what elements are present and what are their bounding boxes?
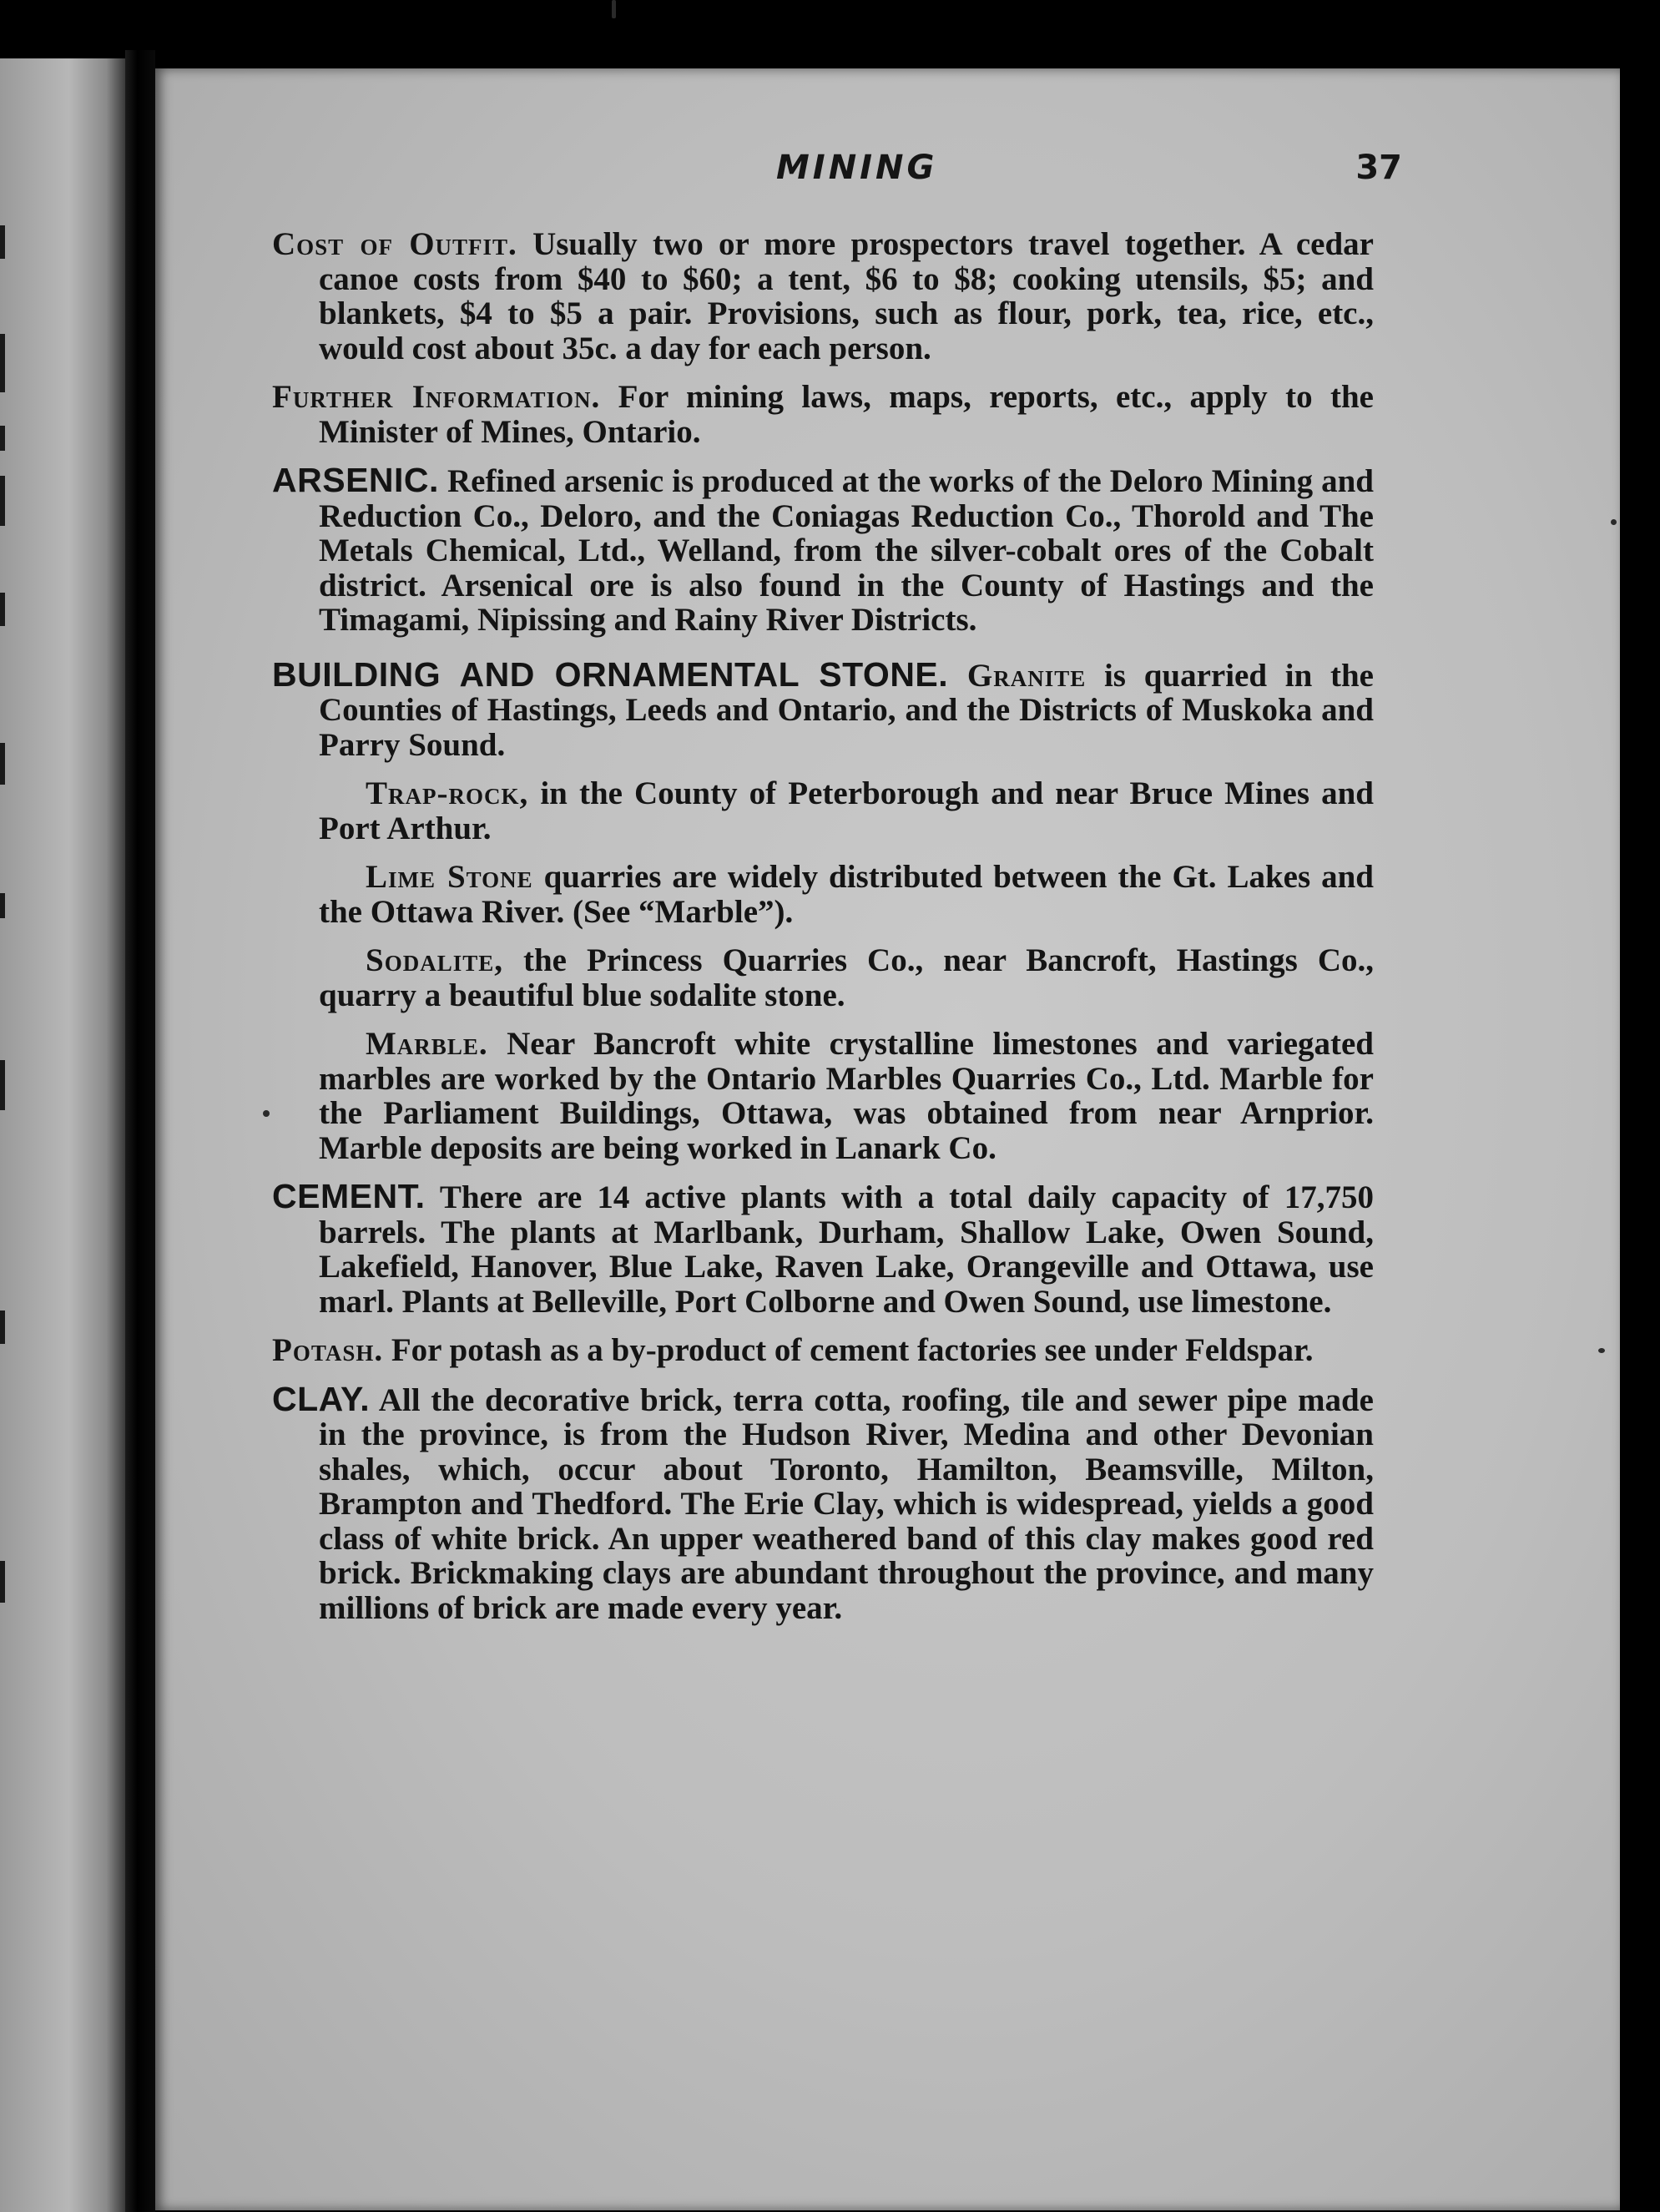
run-in-head: Lime Stone <box>366 859 533 895</box>
paragraph-cost-of-outfit <box>272 227 1374 366</box>
paragraph-text: quarries are widely distributed between the Gt. Lakes and the Ottawa River. (See “Marble”). <box>319 859 1374 930</box>
paragraph-text: All the decorative brick, terra cotta, roofing, tile and sewer pipe made in the province, is from the Hudson River, Medina and other Devonian shales, which, occur about Toronto, Hamilton, Beamsville, Milton, Brampton and Thedford. The Erie Clay, which is widespread, yields a good class of white brick. An upper weathered band of this clay makes good red brick. Brickmaking clays are abundant throughout the province, and many millions of brick are made every year. <box>319 1381 1374 1626</box>
paragraph-trap-rock <box>272 776 1374 846</box>
section-cement <box>272 1179 1374 1319</box>
run-in-head: Potash. <box>272 1332 384 1368</box>
running-head: MINING <box>776 149 938 187</box>
book-gutter <box>125 50 155 2212</box>
section-heading: CLAY. <box>272 1379 371 1418</box>
paragraph-text: the Princess Quarries Co., near Bancroft, Hastings Co., quarry a beautiful blue sodalite stone. <box>319 942 1374 1013</box>
paragraph-marble <box>272 1027 1374 1165</box>
section-building-stone <box>272 654 1374 763</box>
paragraph-further-information <box>272 380 1374 449</box>
facing-page-text-fragments <box>0 58 15 2212</box>
paragraph-text: For potash as a by-product of cement factories see under Feldspar. <box>383 1332 1314 1368</box>
print-speck <box>1611 519 1617 525</box>
page-number: 37 <box>1355 149 1402 187</box>
page-body <box>272 227 1374 1639</box>
paragraph-text: Near Bancroft white crystalline limestones and variegated marbles are worked by the Ontario Marbles Quarries Co., Ltd. Marble for the Parliament Buildings, Ottawa, was obtained from near Arnprior. Marble deposits are being worked in Lanark Co. <box>319 1026 1374 1166</box>
paragraph-text: There are 14 active plants with a total daily capacity of 17,750 barrels. The plants at Marlbank, Durham, Shallow Lake, Owen Sound, Lakefield, Hanover, Blue Lake, Raven Lake, Orangeville and Ottawa, use marl. Plants at Belleville, Port Colborne and Owen Sound, use limestone. <box>319 1179 1374 1320</box>
facing-page-edge <box>0 58 125 2212</box>
print-speck <box>612 0 616 18</box>
paragraph-text: For mining laws, maps, reports, etc., apply to the Minister of Mines, Ontario. <box>319 379 1374 450</box>
print-speck <box>1598 1348 1605 1353</box>
paragraph-text: Refined arsenic is produced at the works of the Deloro Mining and Reduction Co., Deloro, and the Coniagas Reduction Co., Thorold and The Metals Chemical, Ltd., Welland, from the silver-cobalt ores of the Cobalt district. Arsenical ore is also found in the County of Hastings and the Timagami, Nipissing and Rainy River Districts. <box>319 463 1374 638</box>
paragraph-sodalite <box>272 943 1374 1013</box>
section-arsenic <box>272 463 1374 638</box>
paragraph-lime-stone <box>272 860 1374 929</box>
run-in-head: Sodalite, <box>366 942 503 978</box>
paragraph-text: Usually two or more prospectors travel together. A cedar canoe costs from $40 to $60; a tent, $6 to $8; cooking utensils, $5; and blankets, $4 to $5 a pair. Provisions, such as flour, pork, tea, rice, etc., would cost about 35c. a day for each person. <box>319 226 1374 366</box>
section-heading: ARSENIC. <box>272 461 439 499</box>
section-clay <box>272 1379 1374 1626</box>
paragraph-text: in the County of Peterborough and near Bruce Mines and Port Arthur. <box>319 775 1374 846</box>
print-speck <box>263 1110 270 1117</box>
page-header <box>776 83 1402 187</box>
run-in-head: Further Information. <box>272 379 601 415</box>
run-in-head: Marble. <box>366 1026 488 1062</box>
run-in-head: Cost of Outfit. <box>272 226 517 262</box>
section-heading: CEMENT. <box>272 1177 426 1215</box>
scan-border <box>1620 58 1660 2210</box>
run-in-head: Trap-rock, <box>366 775 529 811</box>
paragraph-text: is quarried in the Counties of Hastings, Leeds and Ontario, and the Districts of Muskoka and Parry Sound. <box>319 657 1374 763</box>
paragraph-potash <box>272 1333 1374 1368</box>
run-in-head: Granite <box>948 657 1087 694</box>
section-heading: BUILDING AND ORNAMENTAL STONE. <box>272 654 949 694</box>
